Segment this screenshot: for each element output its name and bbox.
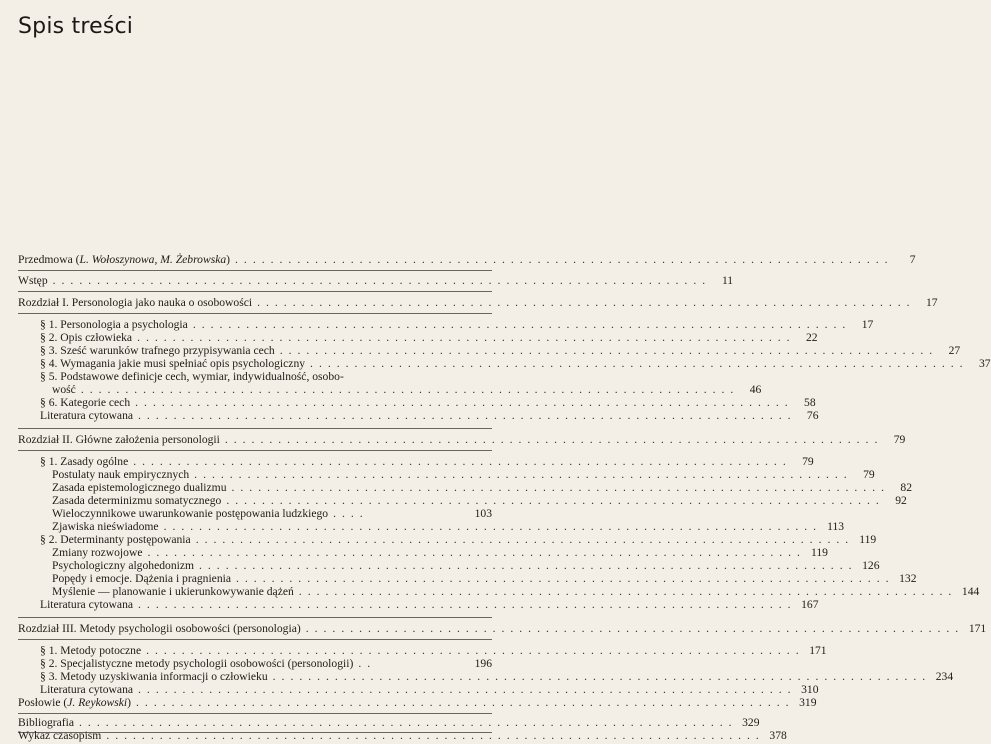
dot-leader: .......................................................................... <box>147 546 806 559</box>
dot-leader: .......................................................................... <box>194 468 853 481</box>
toc-page-number: 234 <box>935 670 954 683</box>
dot-leader: .......................................................................... <box>135 396 794 409</box>
toc-page-number: 329 <box>742 716 760 729</box>
dot-leader: .......................................................................... <box>231 481 890 494</box>
toc-page-number: 144 <box>961 585 980 598</box>
toc-page-number: 103 <box>474 507 492 520</box>
dot-leader: .......................................................................... <box>163 520 823 533</box>
toc-entry-subsection[interactable] <box>18 494 907 508</box>
toc-entry-wykaz-czasopism[interactable] <box>18 729 787 743</box>
divider <box>18 450 492 451</box>
toc-entry-literature[interactable] <box>18 598 819 612</box>
toc-entry-section[interactable] <box>18 670 954 684</box>
toc-page-number: 119 <box>859 533 877 546</box>
toc-page-number: 82 <box>900 481 912 494</box>
dot-leader: .......................................................................... <box>192 318 852 331</box>
toc-entry-subsection[interactable] <box>18 572 917 586</box>
toc-page-number: 79 <box>863 468 875 481</box>
toc-entry-rozdzial-2[interactable] <box>18 433 906 447</box>
toc-entry-literature[interactable] <box>18 683 819 697</box>
toc-entry-section[interactable] <box>18 331 818 345</box>
toc-entry-title: § 4. Wymagania jakie musi spełniać opis psychologiczny <box>40 357 306 370</box>
toc-page-number: 17 <box>925 296 938 309</box>
dot-leader: .......................................................................... <box>106 729 765 742</box>
toc-entry-section[interactable] <box>18 657 492 671</box>
toc-entry-section[interactable] <box>18 357 991 371</box>
dot-leader: .......................................................................... <box>235 253 894 266</box>
toc-entry-subsection[interactable] <box>18 559 880 573</box>
toc-entry-title: § 3. Metody uzyskiwania informacji o człowieku <box>40 670 268 683</box>
toc-entry-title: § 2. Determinanty postępowania <box>40 533 191 546</box>
toc-page-number: 46 <box>749 383 762 396</box>
toc-entry-subsection[interactable] <box>18 585 980 599</box>
toc-entry-title: Zjawiska nieświadome <box>52 520 159 533</box>
divider <box>18 313 492 314</box>
dot-leader: .......................................................................... <box>52 274 712 287</box>
dot-leader: .......................................................................... <box>195 533 855 546</box>
toc-entry-subsection[interactable] <box>18 507 492 521</box>
toc-page-number: 27 <box>948 344 961 357</box>
dot-leader: .......................................................................... <box>199 559 858 572</box>
toc-entry-rozdzial-1[interactable] <box>18 296 938 310</box>
toc-entry-title: Literatura cytowana <box>40 409 134 422</box>
toc-entry-section[interactable] <box>18 396 816 410</box>
toc-entry-subsection[interactable] <box>18 546 828 560</box>
toc-page-number: 11 <box>721 274 734 287</box>
toc-entry-section[interactable] <box>18 644 827 658</box>
toc-entry-title: § 3. Sześć warunków trafnego przypisywania cech <box>40 344 275 357</box>
divider <box>18 639 492 640</box>
divider <box>18 713 492 714</box>
toc-page-number: 119 <box>810 546 828 559</box>
toc-entry-title: Myślenie — planowanie i ukierunkowywanie dążeń <box>52 585 294 598</box>
toc-entry-wstep[interactable] <box>18 274 734 288</box>
toc-page-number: 132 <box>899 572 917 585</box>
toc-entry-section[interactable] <box>18 344 961 358</box>
toc-entry-rozdzial-3[interactable] <box>18 622 987 636</box>
toc-entry-title: § 2. Opis człowieka <box>40 331 133 344</box>
dot-leader: .......................................................................... <box>226 494 885 507</box>
dot-leader: .. <box>358 657 377 670</box>
toc-page-number: 167 <box>801 598 819 611</box>
toc-entry-title: Literatura cytowana <box>40 598 134 611</box>
toc-entry-title: Wykaz czasopism <box>18 729 102 742</box>
toc-entry-title: § 6. Kategorie cech <box>40 396 131 409</box>
toc-entry-title: § 1. Zasady ogólne <box>40 455 129 468</box>
dot-leader: .......................................................................... <box>279 344 939 357</box>
dot-leader: .......................................................................... <box>80 383 740 396</box>
toc-page-number: 58 <box>804 396 816 409</box>
dot-leader: .......................................................................... <box>138 409 797 422</box>
dot-leader: .......................................................................... <box>310 357 969 370</box>
toc-entry-section[interactable] <box>18 455 814 469</box>
toc-page-number: 378 <box>769 729 787 742</box>
toc-page-number: 92 <box>895 494 907 507</box>
toc-entry-title: Bibliografia <box>18 716 75 729</box>
toc-entry-title: Zasada determinizmu somatycznego <box>52 494 222 507</box>
dot-leader: .......................................................................... <box>136 696 795 709</box>
toc-entry-title: Popędy i emocje. Dążenia i pragnienia <box>52 572 231 585</box>
toc-entry-title: § 1. Personologia a psychologia <box>40 318 188 331</box>
toc-entry-przedmowa[interactable] <box>18 253 916 267</box>
toc-entry-section-continued[interactable] <box>18 383 762 397</box>
toc-entry-title: Postulaty nauk empirycznych <box>52 468 190 481</box>
dot-leader: .......................................................................... <box>236 572 895 585</box>
dot-leader: .... <box>333 507 369 520</box>
toc-entry-section[interactable] <box>18 318 874 332</box>
toc-page-number: 171 <box>968 622 987 635</box>
toc-entry-literature[interactable] <box>18 409 819 423</box>
toc-entry-title: § 5. Podstawowe definicje cech, wymiar, indywidualność, osobo- <box>40 370 344 383</box>
toc-entry-poslowie[interactable] <box>18 696 817 710</box>
divider <box>18 270 492 271</box>
table-of-contents <box>18 0 991 744</box>
toc-entry-subsection[interactable] <box>18 481 912 495</box>
toc-page-number: 310 <box>801 683 819 696</box>
dot-leader: .......................................................................... <box>305 622 965 635</box>
toc-page-number: 37 <box>978 357 991 370</box>
toc-entry-subsection[interactable] <box>18 520 845 534</box>
toc-entry-title: § 1. Metody potoczne <box>40 644 142 657</box>
dot-leader: .......................................................................... <box>298 585 958 598</box>
dot-leader: .......................................................................... <box>138 598 797 611</box>
divider <box>18 617 492 618</box>
dot-leader: .......................................................................... <box>272 670 932 683</box>
toc-page-number: 113 <box>827 520 845 533</box>
toc-page-number: 76 <box>806 409 819 422</box>
toc-entry-subsection[interactable] <box>18 468 875 482</box>
toc-page-number: 22 <box>805 331 818 344</box>
dot-leader: .......................................................................... <box>146 644 805 657</box>
dot-leader: .......................................................................... <box>133 455 792 468</box>
toc-entry-title: Wieloczynnikowe uwarunkowanie postępowania ludzkiego <box>52 507 329 520</box>
dot-leader: .......................................................................... <box>224 433 884 446</box>
toc-entry-title: Rozdział III. Metody psychologii osobowości (personologia) <box>18 622 301 635</box>
dot-leader: .......................................................................... <box>79 716 738 729</box>
toc-entry-title: Rozdział II. Główne założenia personologii <box>18 433 220 446</box>
toc-entry-title: Literatura cytowana <box>40 683 134 696</box>
toc-page-number: 17 <box>861 318 874 331</box>
toc-entry-title: wość <box>52 383 76 396</box>
toc-page-number: 171 <box>809 644 827 657</box>
dot-leader: .......................................................................... <box>257 296 916 309</box>
page-title: Spis treści <box>18 14 134 39</box>
toc-page-number: 79 <box>893 433 906 446</box>
toc-page-number: 7 <box>909 253 916 266</box>
toc-page-number: 196 <box>474 657 492 670</box>
toc-page-number: 126 <box>862 559 880 572</box>
divider <box>18 428 492 429</box>
toc-entry-bibliografia[interactable] <box>18 716 760 730</box>
toc-entry-title: § 2. Specjalistyczne metody psychologii osobowości (personologii) <box>40 657 354 670</box>
toc-entry-title: Psychologiczny algohedonizm <box>52 559 194 572</box>
toc-entry-title: Posłowie (J. Reykowski) <box>18 696 132 709</box>
toc-entry-title: Przedmowa (L. Wołoszynowa, M. Żebrowska) <box>18 253 231 266</box>
toc-entry-title: Rozdział I. Personologia jako nauka o osobowości <box>18 296 253 309</box>
toc-entry-section[interactable] <box>18 370 492 384</box>
toc-entry-title: Wstęp <box>18 274 48 287</box>
toc-entry-section[interactable] <box>18 533 877 547</box>
toc-page-number: 319 <box>799 696 817 709</box>
toc-entry-title: Zasada epistemologicznego dualizmu <box>52 481 227 494</box>
toc-entry-title: Zmiany rozwojowe <box>52 546 143 559</box>
toc-page-number: 79 <box>802 455 814 468</box>
divider <box>18 291 492 292</box>
dot-leader: .......................................................................... <box>138 683 797 696</box>
dot-leader: .......................................................................... <box>137 331 796 344</box>
